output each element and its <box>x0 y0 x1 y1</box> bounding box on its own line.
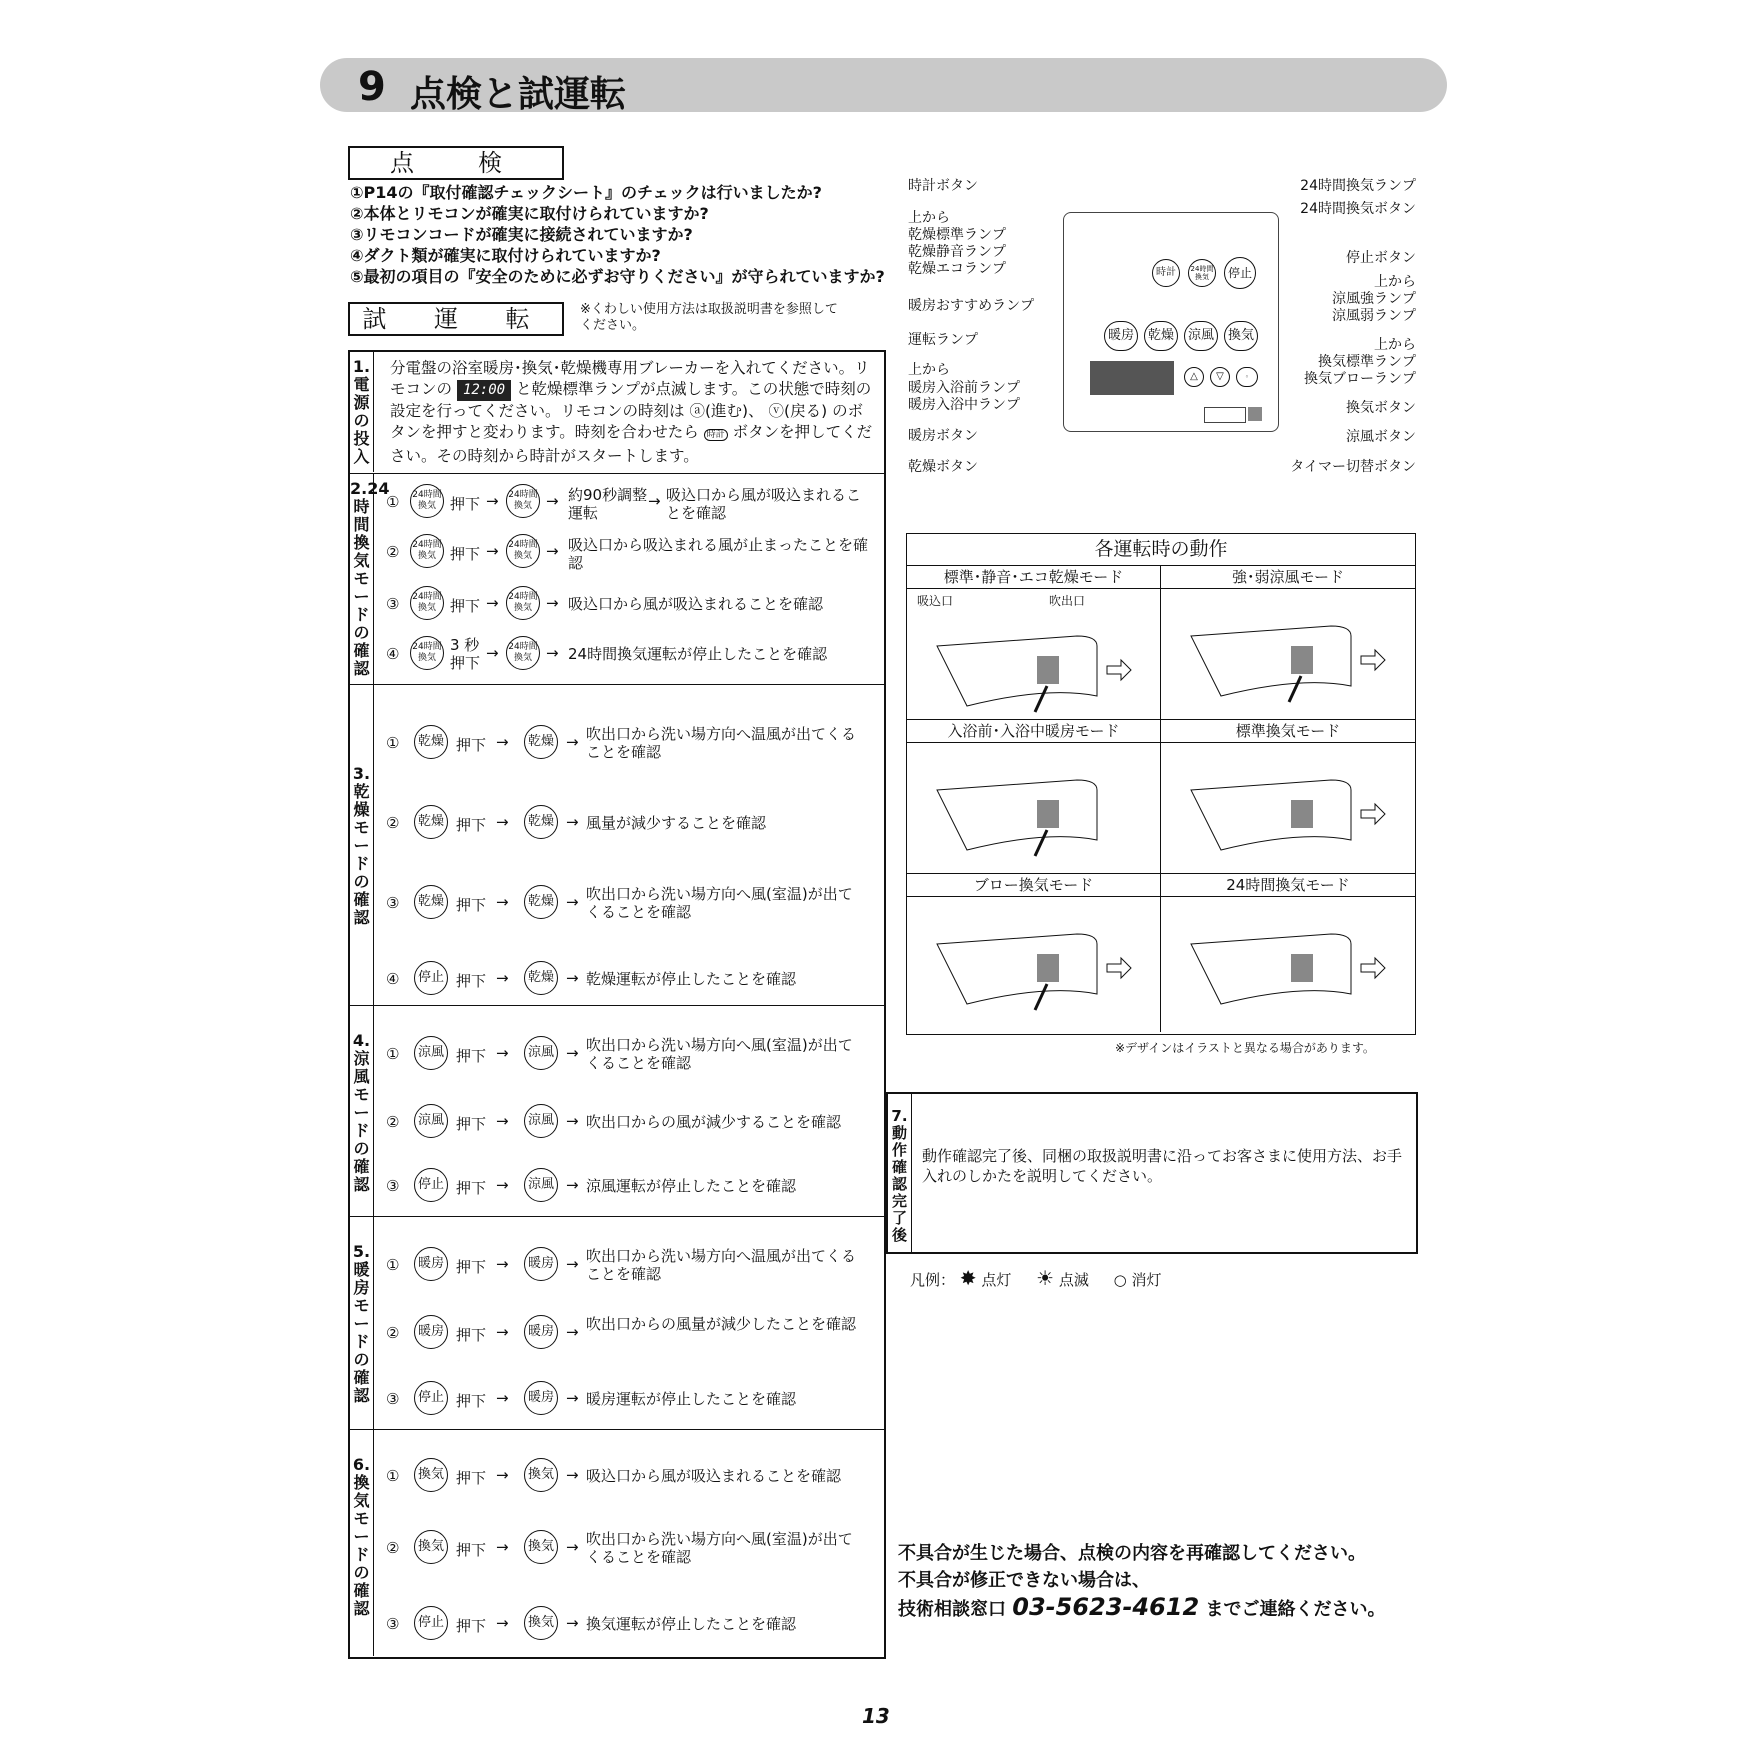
step-number: ③ <box>386 1615 400 1633</box>
arrow-icon: → <box>566 1255 579 1273</box>
arrow-icon: → <box>486 594 499 612</box>
stop-button: 停止 <box>1224 257 1256 289</box>
result-text: 吹出口から洗い場方向へ風(室温)が出てくることを確認 <box>586 885 853 921</box>
step <box>386 1381 881 1421</box>
arrow-icon: → <box>496 813 509 831</box>
check-item: ④ダクト類が確実に取付けられていますか? <box>350 246 661 265</box>
after-check-text: 動作確認完了後、同梱の取扱説明書に沿ってお客さまに使用方法、お手入れのしかたを説明してください。 <box>922 1147 1403 1185</box>
dry-button: 乾燥 <box>414 805 448 839</box>
cool-button: 涼風 <box>524 1168 558 1202</box>
unit-illustration <box>927 750 1147 870</box>
cool-button: 涼風 <box>524 1104 558 1138</box>
arrow-icon: → <box>496 1112 509 1130</box>
diagram-cell <box>1161 720 1415 874</box>
row-label: 1.電源の投入 <box>350 352 374 472</box>
heat-button: 暖房 <box>414 1315 448 1349</box>
arrow-icon: → <box>566 969 579 987</box>
heat-button: 暖房 <box>524 1381 558 1415</box>
trial-table <box>348 350 886 1659</box>
remote-label: 上から <box>1374 337 1416 353</box>
push-label: 押下 <box>456 1179 487 1197</box>
remote-label: 換気ブローランプ <box>1304 371 1416 387</box>
result-text: 吹出口から洗い場方向へ温風が出てくることを確認 <box>586 1247 857 1283</box>
diagram-caption: 入浴前･入浴中暖房モード <box>907 720 1160 743</box>
arrow-icon: → <box>566 733 579 751</box>
step-number: ② <box>386 543 400 561</box>
step-number: ② <box>386 1324 400 1342</box>
vent-button: 換気 <box>524 1606 558 1640</box>
step <box>386 636 881 676</box>
trouble-line <box>898 1594 1385 1623</box>
result-text: 暖房運転が停止したことを確認 <box>586 1390 797 1408</box>
step-number: ② <box>386 1113 400 1131</box>
row-cool-mode <box>350 1005 884 1216</box>
step-number: ④ <box>386 970 400 988</box>
trial-note: ※くわしい使用方法は取扱説明書を参照してください。 <box>580 302 838 333</box>
diagram-caption: 標準･静音･エコ乾燥モード <box>907 566 1160 589</box>
push-label: 押下 <box>456 1617 487 1635</box>
lamp-on-icon: ✸ <box>959 1266 977 1290</box>
result-text: 吸込口から風が吸込まれることを確認 <box>568 595 824 613</box>
step <box>386 586 881 626</box>
power-on-text <box>390 358 878 467</box>
result-text: 吸込口から吸込まれる風が止まったことを確認 <box>568 536 869 572</box>
vent-button: 換気 <box>414 1458 448 1492</box>
dry-button: 乾燥 <box>524 725 558 759</box>
step <box>386 1530 881 1570</box>
cool-button: 涼風 <box>1184 321 1218 351</box>
step <box>386 1458 881 1498</box>
push-label: 押下 <box>456 1469 487 1487</box>
lamp-off-icon: ○ <box>1113 1271 1127 1289</box>
text: (進む)、 <box>704 402 764 420</box>
text: ボタンを押してください。その時刻から時計がスタートします。 <box>390 423 873 465</box>
vent-button: 換気 <box>1224 321 1258 351</box>
step <box>386 1168 881 1208</box>
push-label: 押下 <box>450 495 481 513</box>
push-label: 押下 <box>450 545 481 563</box>
remote-label: 乾燥静音ランプ <box>908 244 1006 260</box>
diagram-cell <box>907 874 1161 1032</box>
remote-label: 上から <box>908 210 950 226</box>
remote-label: 涼風弱ランプ <box>1332 308 1416 324</box>
arrow-icon: → <box>496 1044 509 1062</box>
legend-blink-label: 点滅 <box>1058 1271 1089 1289</box>
legend-off-label: 消灯 <box>1131 1271 1162 1289</box>
arrow-icon: → <box>496 1538 509 1556</box>
step-number: ③ <box>386 1390 400 1408</box>
dry-button: 乾燥 <box>524 885 558 919</box>
cool-button: 涼風 <box>524 1036 558 1070</box>
row-label: 4.涼風モードの確認 <box>350 1006 374 1216</box>
push-label: 押下 <box>450 597 481 615</box>
dry-button: 乾燥 <box>414 885 448 919</box>
result-text: 吸込口から風が吸込まれることを確認 <box>666 486 862 522</box>
vent-button: 換気 <box>414 1530 448 1564</box>
remote-label: 涼風強ランプ <box>1332 291 1416 307</box>
24h-vent-button: 24時間換気 <box>506 484 540 518</box>
remote-label: 涼風ボタン <box>1346 429 1416 445</box>
result-text: 風量が減少することを確認 <box>586 814 767 832</box>
push-label: 押下 <box>456 1541 487 1559</box>
stop-button: 停止 <box>414 1606 448 1640</box>
24h-vent-button: 24時間換気 <box>506 586 540 620</box>
row-24h-vent <box>350 473 884 684</box>
arrow-icon: → <box>566 1044 579 1062</box>
up-button: △ <box>1184 367 1204 387</box>
check-item: ③リモコンコードが確実に接続されていますか? <box>350 225 693 244</box>
remote-sensor <box>1248 407 1262 421</box>
remote-label: タイマー切替ボタン <box>1290 459 1416 475</box>
unit-illustration <box>1181 596 1401 716</box>
arrow-icon: → <box>496 1176 509 1194</box>
remote-label: 換気ボタン <box>1346 400 1416 416</box>
step <box>386 725 881 765</box>
push-label: 押下 <box>456 816 487 834</box>
mid-text: 約90秒調整運転 <box>568 486 648 522</box>
step <box>386 961 881 1001</box>
remote-sensor <box>1204 407 1246 423</box>
cool-button: 涼風 <box>414 1104 448 1138</box>
unit-illustration <box>1181 904 1401 1024</box>
up-icon: ⓐ <box>689 402 705 420</box>
arrow-icon: → <box>496 1614 509 1632</box>
arrow-icon: → <box>566 1466 579 1484</box>
clock-button: 時計 <box>1152 259 1180 287</box>
dry-button: 乾燥 <box>414 725 448 759</box>
result-text: 吹出口から洗い場方向へ風(室温)が出てくることを確認 <box>586 1036 853 1072</box>
stop-button: 停止 <box>414 1168 448 1202</box>
remote-label: 時計ボタン <box>908 178 978 194</box>
24h-vent-button: 24時間換気 <box>410 534 444 568</box>
vent-button: 換気 <box>524 1458 558 1492</box>
arrow-icon: → <box>648 492 661 510</box>
step <box>386 1104 881 1144</box>
lcd-display: 12:00 <box>457 380 511 401</box>
arrow-icon: → <box>566 1538 579 1556</box>
remote-label: 暖房おすすめランプ <box>908 298 1035 314</box>
result-text: 吹出口から洗い場方向へ温風が出てくることを確認 <box>586 725 857 761</box>
remote-control-illustration <box>1063 212 1279 432</box>
unit-illustration <box>1181 750 1401 870</box>
diagram-cell <box>907 566 1161 720</box>
arrow-icon: → <box>486 644 499 662</box>
step <box>386 805 881 845</box>
heat-button: 暖房 <box>524 1315 558 1349</box>
arrow-icon: → <box>566 893 579 911</box>
step <box>386 1606 881 1646</box>
24h-vent-button: 24時間換気 <box>410 484 444 518</box>
step-number: ① <box>386 1045 400 1063</box>
outlet-label: 吹出口 <box>1049 594 1086 608</box>
step-number: ② <box>386 1539 400 1557</box>
page-number: 13 <box>862 1704 890 1728</box>
remote-label: 換気標準ランプ <box>1318 354 1416 370</box>
stop-button: 停止 <box>414 1381 448 1415</box>
arrow-icon: → <box>546 594 559 612</box>
arrow-icon: → <box>546 542 559 560</box>
remote-label: 24時間換気ボタン <box>1300 201 1416 217</box>
diagram-caption: 標準換気モード <box>1161 720 1415 743</box>
result-text: 吹出口から洗い場方向へ風(室温)が出てくることを確認 <box>586 1530 853 1566</box>
section-after-check <box>886 1092 1418 1254</box>
step-number: ① <box>386 1256 400 1274</box>
operation-diagram <box>906 533 1416 1035</box>
remote-label: 運転ランプ <box>908 332 978 348</box>
remote-label: 24時間換気ランプ <box>1300 178 1416 194</box>
result-text: 換気運転が停止したことを確認 <box>586 1615 797 1633</box>
remote-label: 上から <box>1374 274 1416 290</box>
lamp-legend <box>910 1266 1162 1290</box>
arrow-icon: → <box>566 1176 579 1194</box>
arrow-icon: → <box>496 1466 509 1484</box>
section-title: 点検と試運転 <box>410 74 627 115</box>
trial-heading: 試 運 転 <box>348 302 564 336</box>
push-label: 押下 <box>456 1392 487 1410</box>
design-note: ※デザインはイラストと異なる場合があります。 <box>1115 1041 1375 1055</box>
step <box>386 484 881 524</box>
arrow-icon: → <box>486 492 499 510</box>
step-number: ④ <box>386 645 400 663</box>
diagram-cell <box>1161 566 1415 720</box>
arrow-icon: → <box>486 542 499 560</box>
arrow-icon: → <box>566 813 579 831</box>
legend-on-label: 点灯 <box>981 1271 1012 1289</box>
row-label: 3.乾燥モードの確認 <box>350 685 374 1005</box>
remote-label: 暖房ボタン <box>908 428 978 444</box>
push-label: 押下 <box>456 1115 487 1133</box>
arrow-icon: → <box>566 1389 579 1407</box>
push-label: 押下 <box>456 896 487 914</box>
step <box>386 885 881 925</box>
remote-lcd <box>1090 361 1174 395</box>
trouble-line: 不具合が生じた場合、点検の内容を再確認してください。 <box>898 1543 1366 1564</box>
push-label: 押下 <box>456 1047 487 1065</box>
arrow-icon: → <box>566 1614 579 1632</box>
24h-vent-button: 24時間換気 <box>410 586 444 620</box>
arrow-icon: → <box>566 1112 579 1130</box>
check-item: ②本体とリモコンが確実に取付けられていますか? <box>350 204 709 223</box>
push-label: 押下 <box>456 1326 487 1344</box>
remote-label: 上から <box>908 362 950 378</box>
step <box>386 1036 881 1076</box>
remote-label: 暖房入浴前ランプ <box>908 380 1020 396</box>
timer-switch-button: ◦ <box>1236 367 1258 387</box>
cool-button: 涼風 <box>414 1036 448 1070</box>
arrow-icon: → <box>546 644 559 662</box>
24h-vent-button: 24時間換気 <box>1188 259 1216 287</box>
heat-button: 暖房 <box>524 1247 558 1281</box>
row-label: 7.動作確認完了後 <box>888 1094 912 1252</box>
row-label: 6.換気モードの確認 <box>350 1430 374 1656</box>
clock-button-icon: 時計 <box>704 429 728 441</box>
result-text: 吹出口からの風量が減少したことを確認 <box>586 1315 857 1333</box>
contact-label: 技術相談窓口 <box>898 1599 1006 1620</box>
step-number: ② <box>386 814 400 832</box>
arrow-icon: → <box>496 1323 509 1341</box>
row-label: 5.暖房モードの確認 <box>350 1217 374 1429</box>
remote-label: 乾燥ボタン <box>908 459 978 475</box>
step-number: ③ <box>386 1177 400 1195</box>
arrow-icon: → <box>496 733 509 751</box>
step-number: ③ <box>386 894 400 912</box>
check-item: ①P14の『取付確認チェックシート』のチェックは行いましたか? <box>350 183 822 202</box>
push-label: 押下 <box>456 1258 487 1276</box>
down-button: ▽ <box>1210 367 1230 387</box>
diagram-title: 各運転時の動作 <box>907 534 1415 566</box>
dry-button: 乾燥 <box>1144 321 1178 351</box>
unit-illustration <box>927 904 1147 1024</box>
text: (戻る) <box>784 402 828 420</box>
diagram-caption: ブロー換気モード <box>907 874 1160 897</box>
down-icon: ⓥ <box>768 402 785 420</box>
arrow-icon: → <box>546 492 559 510</box>
arrow-icon: → <box>496 969 509 987</box>
row-vent-mode <box>350 1429 884 1656</box>
arrow-icon: → <box>496 1255 509 1273</box>
24h-vent-button: 24時間換気 <box>506 636 540 670</box>
legend-prefix: 凡例： <box>910 1271 956 1289</box>
24h-vent-button: 24時間換気 <box>506 534 540 568</box>
diagram-caption: 24時間換気モード <box>1161 874 1415 897</box>
step-number: ① <box>386 1467 400 1485</box>
push-label: 3 秒押下 <box>450 636 481 672</box>
heat-button: 暖房 <box>1104 321 1138 351</box>
diagram-cell <box>907 720 1161 874</box>
remote-label: 停止ボタン <box>1346 250 1416 266</box>
check-heading: 点 検 <box>348 146 564 180</box>
vent-button: 換気 <box>524 1530 558 1564</box>
push-label: 押下 <box>456 972 487 990</box>
step <box>386 1315 881 1355</box>
unit-illustration <box>927 606 1147 716</box>
stop-button: 停止 <box>414 961 448 995</box>
result-text: 吹出口からの風が減少することを確認 <box>586 1113 842 1131</box>
dry-button: 乾燥 <box>524 961 558 995</box>
24h-vent-button: 24時間換気 <box>410 636 444 670</box>
result-text: 涼風運転が停止したことを確認 <box>586 1177 797 1195</box>
step <box>386 534 881 574</box>
phone-number: 03-5623-4612 <box>1012 1593 1200 1621</box>
row-heat-mode <box>350 1216 884 1429</box>
row-dry-mode <box>350 684 884 1005</box>
step-number: ③ <box>386 595 400 613</box>
text: 分電盤の浴室暖房･換気･乾燥機専用ブレーカーを入れてください。リモコンの <box>390 359 870 398</box>
heat-button: 暖房 <box>414 1247 448 1281</box>
row-power-on <box>350 352 884 472</box>
text: と乾燥標準ランプが点滅します。この状態で時刻の設定を行ってください。リモコンの時刻は <box>390 380 872 420</box>
text: のボタンを押すと変わります。時刻を合わせたら <box>390 402 864 441</box>
section-number: 9 <box>358 64 386 110</box>
step <box>386 1247 881 1287</box>
arrow-icon: → <box>496 1389 509 1407</box>
step-number: ① <box>386 493 400 511</box>
inlet-label: 吸込口 <box>917 594 954 608</box>
trouble-line: 不具合が修正できない場合は、 <box>898 1570 1150 1591</box>
check-item: ⑤最初の項目の『安全のために必ずお守りください』が守られていますか? <box>350 267 885 286</box>
step-number: ① <box>386 734 400 752</box>
diagram-cell <box>1161 874 1415 1032</box>
diagram-caption: 強･弱涼風モード <box>1161 566 1415 589</box>
remote-label: 乾燥標準ランプ <box>908 227 1006 243</box>
result-text: 吸込口から風が吸込まれることを確認 <box>586 1467 842 1485</box>
result-text: 24時間換気運転が停止したことを確認 <box>568 645 828 663</box>
row-label: 2.24時間換気モードの確認 <box>350 474 374 684</box>
result-text: 乾燥運転が停止したことを確認 <box>586 970 797 988</box>
lamp-blink-icon: ☀ <box>1036 1266 1055 1290</box>
arrow-icon: → <box>496 893 509 911</box>
push-label: 押下 <box>456 736 487 754</box>
remote-label: 暖房入浴中ランプ <box>908 397 1020 413</box>
remote-label: 乾燥エコランプ <box>908 261 1006 277</box>
arrow-icon: → <box>566 1323 579 1341</box>
trouble-contact <box>898 1540 1385 1623</box>
dry-button: 乾燥 <box>524 805 558 839</box>
contact-suffix: までご連絡ください。 <box>1205 1599 1386 1620</box>
